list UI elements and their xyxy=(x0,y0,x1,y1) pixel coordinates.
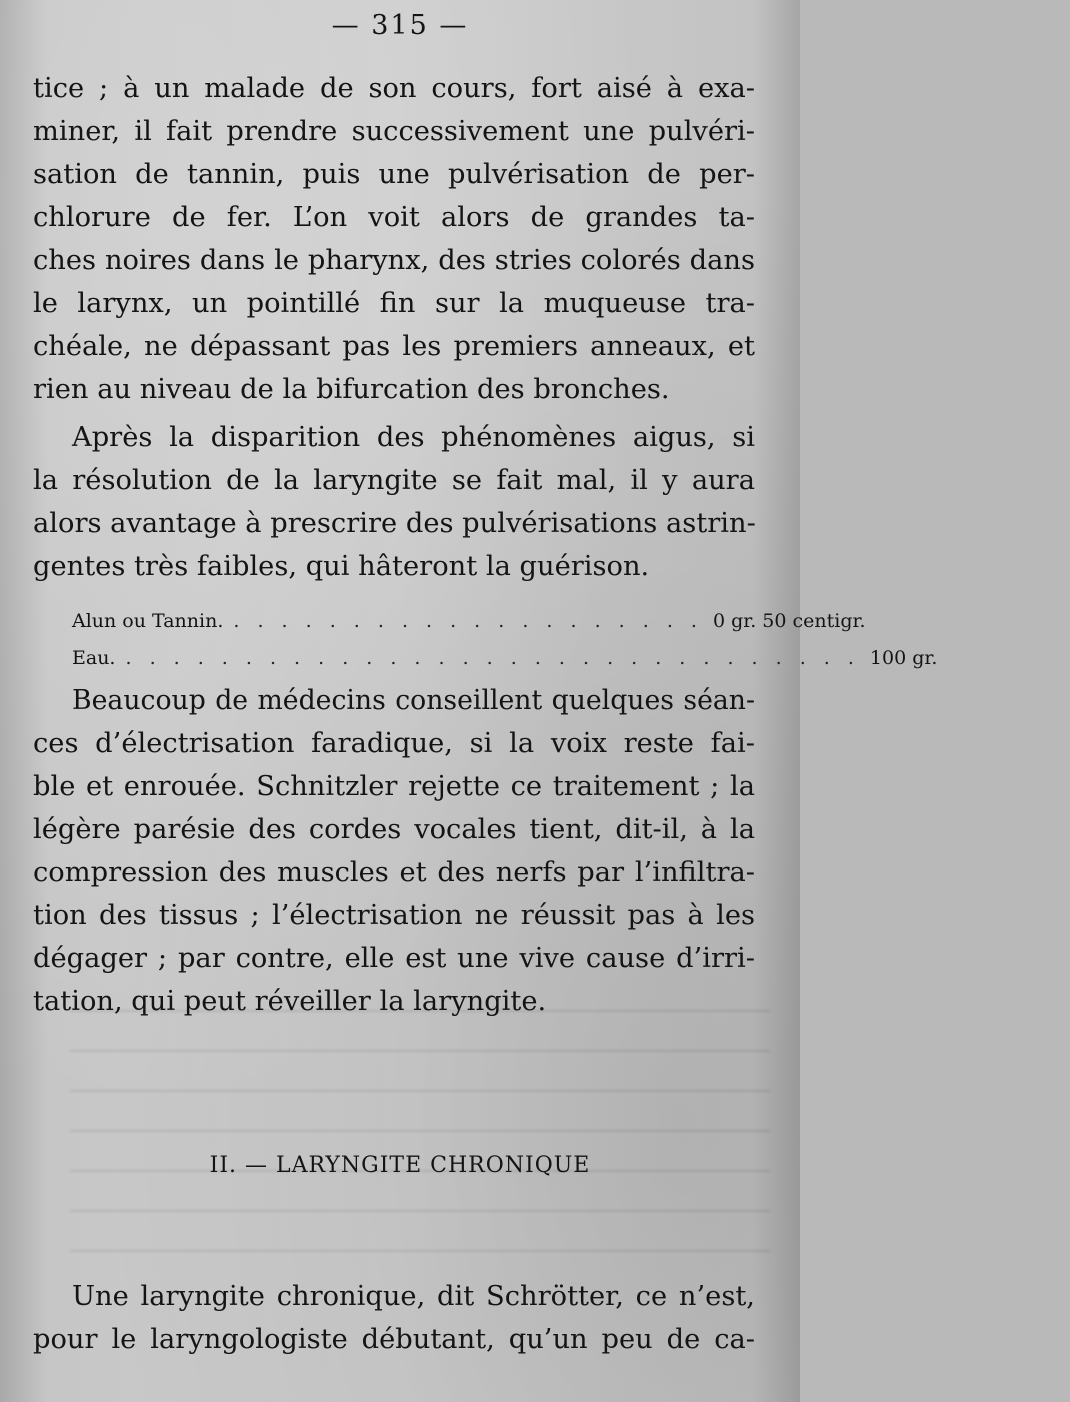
text-line: Une laryngite chronique, dit Schrötter, ce n’est, xyxy=(72,1281,755,1312)
formula-row xyxy=(72,646,938,670)
text-line: sation de tannin, puis une pulvérisation de per- xyxy=(33,159,755,190)
ingredient-name: Alun ou Tannin. xyxy=(72,610,224,632)
text-line: compression des muscles et des nerfs par l’infiltra- xyxy=(33,857,755,888)
text-line: miner, il fait prendre successivement une pulvéri- xyxy=(33,116,755,147)
ingredient-name: Eau. xyxy=(72,647,116,669)
leader-dots: . . . . . . . . . . . . . . . . . . . . xyxy=(233,610,703,632)
text-line: pour le laryngologiste débutant, qu’un peu de ca- xyxy=(33,1324,755,1355)
text-line: alors avantage à prescrire des pulvérisations astrin- xyxy=(33,508,756,539)
page-number: — 315 — xyxy=(331,10,469,41)
text-line: ble et enrouée. Schnitzler rejette ce traitement ; la xyxy=(33,771,755,802)
text-line: tion des tissus ; l’électrisation ne réussit pas à les xyxy=(33,900,755,931)
ingredient-quantity: 0 gr. 50 centigr. xyxy=(712,610,866,632)
section-heading: II. — LARYNGITE CHRONIQUE xyxy=(209,1153,591,1178)
text-line: tice ; à un malade de son cours, fort aisé à exa- xyxy=(33,73,755,104)
formula-row xyxy=(72,609,866,633)
text-line: légère parésie des cordes vocales tient, dit-il, à la xyxy=(33,814,755,845)
text-line: Après la disparition des phénomènes aigus, si xyxy=(72,422,755,453)
text-line: Beaucoup de médecins conseillent quelques séan- xyxy=(72,685,755,716)
text-line: tation, qui peut réveiller la laryngite. xyxy=(33,986,547,1017)
text-line: gentes très faibles, qui hâteront la guérison. xyxy=(33,551,650,582)
text-line: rien au niveau de la bifurcation des bronches. xyxy=(33,374,670,405)
bleed-through-shadow xyxy=(70,1010,770,1270)
leader-dots: . . . . . . . . . . . . . . . . . . . . . . . . . . . . . . . xyxy=(125,647,860,669)
text-line: dégager ; par contre, elle est une vive cause d’irri- xyxy=(33,943,755,974)
text-line: chlorure de fer. L’on voit alors de grandes ta- xyxy=(33,202,755,233)
text-line: le larynx, un pointillé fin sur la muqueuse tra- xyxy=(33,288,755,319)
ingredient-quantity: 100 gr. xyxy=(869,647,938,669)
text-line: la résolution de la laryngite se fait mal, il y aura xyxy=(33,465,755,496)
text-line: ces d’électrisation faradique, si la voix reste fai- xyxy=(33,728,755,759)
text-line: chéale, ne dépassant pas les premiers anneaux, et xyxy=(33,331,755,362)
text-line: ches noires dans le pharynx, des stries colorés dans xyxy=(33,245,755,276)
